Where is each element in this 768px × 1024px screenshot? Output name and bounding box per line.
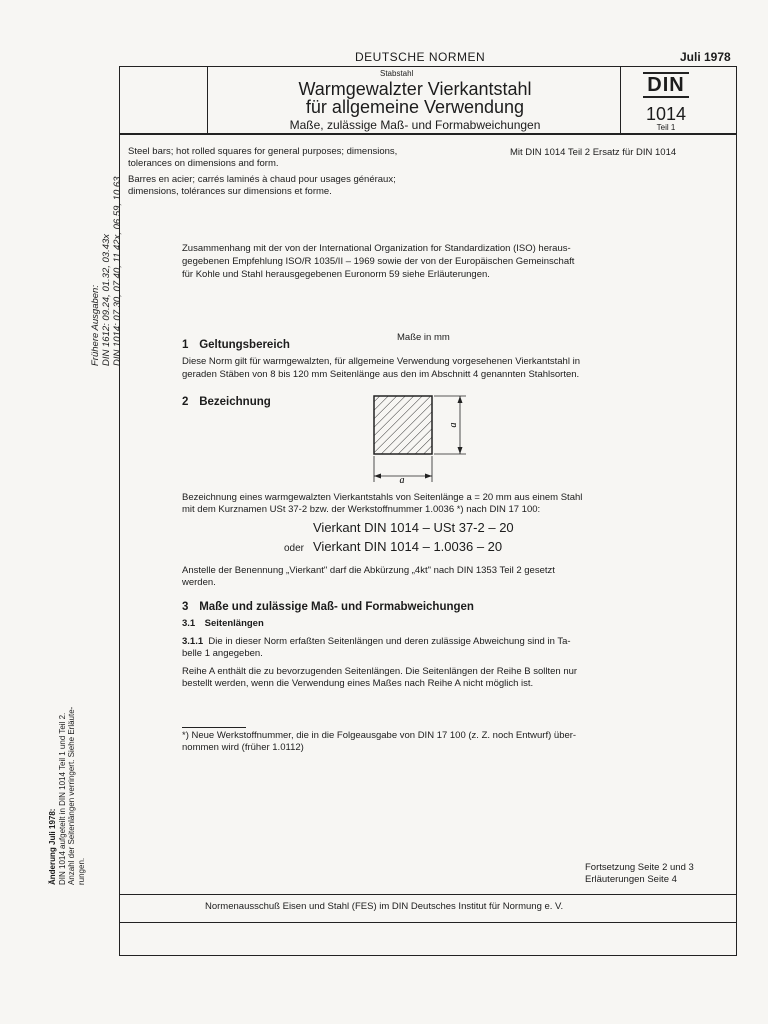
header-divider-left [207, 66, 208, 134]
designation-example-1: Vierkant DIN 1014 – USt 37-2 – 20 [313, 520, 514, 535]
footer-divider-1 [119, 894, 737, 895]
paragraph-3-1-1-number: 3.1.1 [182, 636, 204, 647]
page-title-line1: Warmgewalzter Vierkantstahl [298, 79, 532, 99]
din-part: Teil 1 [656, 123, 676, 132]
or-label: oder [284, 543, 305, 554]
subtitle-en-line2: tolerances on dimensions and form. [128, 158, 279, 169]
subsection-3-1-number: 3.1 [182, 618, 196, 629]
section2-desc-line2: mit dem Kurznamen USt 37-2 bzw. der Werkstoffnummer 1.0036 *) nach DIN 17 100: [182, 504, 541, 515]
change-note-title: Änderung Juli 1978: [48, 808, 57, 885]
section2-desc-line1: Bezeichnung eines warmgewalzten Vierkantstahls von Seitenlänge a = 20 mm aus einem Stahl [182, 492, 583, 503]
paragraph-3-1-1-text: Die in dieser Norm erfaßten Seitenlängen und deren zulässige Abweichung sind in Ta- [208, 636, 571, 647]
footer-divider-2 [119, 922, 737, 923]
dim-label-horizontal: a [399, 475, 405, 486]
intro-line3: für Kohle und Stahl herausgegebenen Euronorm 59 siehe Erläuterungen. [182, 269, 490, 280]
category-label: Stabstahl [380, 69, 414, 78]
din-logo-text: DIN [643, 72, 688, 98]
subsection-3-1-title: Seitenlängen [204, 618, 264, 629]
footnote-rule [182, 727, 246, 728]
subtitle-fr-line2: dimensions, tolérances sur dimensions et forme. [128, 186, 332, 197]
previous-editions-din1014: DIN 1014: 07.30, 07.40, 11.42x, 06.59, 10.63 [112, 176, 123, 366]
square-cross-section [374, 396, 432, 454]
change-note [48, 675, 86, 885]
previous-editions-title: Frühere Ausgaben: [90, 285, 101, 366]
section1-number: 1 [182, 339, 189, 351]
section3-heading [182, 601, 474, 613]
section1-title: Geltungsbereich [199, 339, 290, 351]
intro-line2: gegebenen Empfehlung ISO/R 1035/II – 1969 sowie der von der Europäischen Gemeinschaft [182, 256, 575, 267]
change-note-line4: rungen. [76, 857, 86, 885]
subtitle-en-line1: Steel bars; hot rolled squares for general purposes; dimensions, [128, 146, 398, 157]
previous-editions-din1612: DIN 1612: 09.24, 01.32, 03.43x [101, 233, 112, 366]
header-divider-bottom [119, 133, 737, 135]
paragraph-reihe-line1: Reihe A enthält die zu bevorzugenden Seitenlängen. Die Seitenlängen der Reihe B sollten nur [182, 666, 578, 677]
section3-number: 3 [182, 601, 189, 613]
square-section-diagram [360, 390, 475, 490]
section3-title: Maße und zulässige Maß- und Formabweichungen [199, 601, 474, 613]
footnote-line2: nommen wird (früher 1.0112) [182, 742, 304, 753]
units-note: Maße in mm [397, 332, 450, 343]
paragraph-3-1-1-line1 [182, 636, 662, 648]
subsection-3-1-heading [182, 618, 264, 629]
din-logo [635, 72, 697, 98]
paragraph-3-1-1-line2: belle 1 angegeben. [182, 648, 263, 659]
din-number: 1014 [645, 104, 687, 124]
continuation-line1: Fortsetzung Seite 2 und 3 [585, 862, 694, 873]
page-title-line2: für allgemeine Verwendung [305, 97, 525, 117]
section2-note-line1: Anstelle der Benennung „Vierkant" darf die Abkürzung „4kt" nach DIN 1353 Teil 2 gesetzt [182, 565, 555, 576]
change-note-line2: DIN 1014 aufgeteilt in DIN 1014 Teil 1 und Teil 2. [57, 712, 67, 885]
designation-example-2: Vierkant DIN 1014 – 1.0036 – 20 [313, 539, 503, 554]
replacement-note: Mit DIN 1014 Teil 2 Ersatz für DIN 1014 [510, 147, 677, 158]
section2-number: 2 [182, 396, 189, 408]
paragraph-reihe-line2: bestellt werden, wenn die Verwendung eines Maßes nach Reihe A nicht möglich ist. [182, 678, 534, 689]
footnote-line1: *) Neue Werkstoffnummer, die in die Folgeausgabe von DIN 17 100 (z. Z. noch Entwurf) über- [182, 730, 577, 741]
publisher-name: DEUTSCHE NORMEN [355, 50, 486, 64]
intro-line1: Zusammenhang mit der von der International Organization for Standardization (ISO) heraus- [182, 243, 571, 254]
section1-line2: geraden Stäben von 8 bis 120 mm Seitenlänge aus den im Abschnitt 4 genannten Stahlsorten. [182, 369, 580, 380]
previous-editions-note [90, 126, 123, 366]
section2-title: Bezeichnung [199, 396, 271, 408]
section2-note-line2: werden. [182, 577, 216, 588]
page-title-line3: Maße, zulässige Maß- und Formabweichungen [289, 118, 541, 132]
continuation-line2: Erläuterungen Seite 4 [585, 874, 677, 885]
issue-date: Juli 1978 [680, 50, 731, 64]
dim-label-vertical: a [448, 422, 459, 428]
change-note-line3: Anzahl der Seitenlängen verringert. Siehe Erläute- [67, 706, 76, 885]
section2-heading [182, 396, 271, 408]
committee-note: Normenausschuß Eisen und Stahl (FES) im DIN Deutsches Institut für Normung e. V. [205, 901, 564, 912]
section1-line1: Diese Norm gilt für warmgewalzten, für allgemeine Verwendung vorgesehenen Vierkantstahl in [182, 356, 580, 367]
header-divider-right [620, 66, 621, 134]
subtitle-fr-line1: Barres en acier; carrés laminés à chaud pour usages généraux; [128, 174, 396, 185]
section1-heading [182, 339, 290, 351]
